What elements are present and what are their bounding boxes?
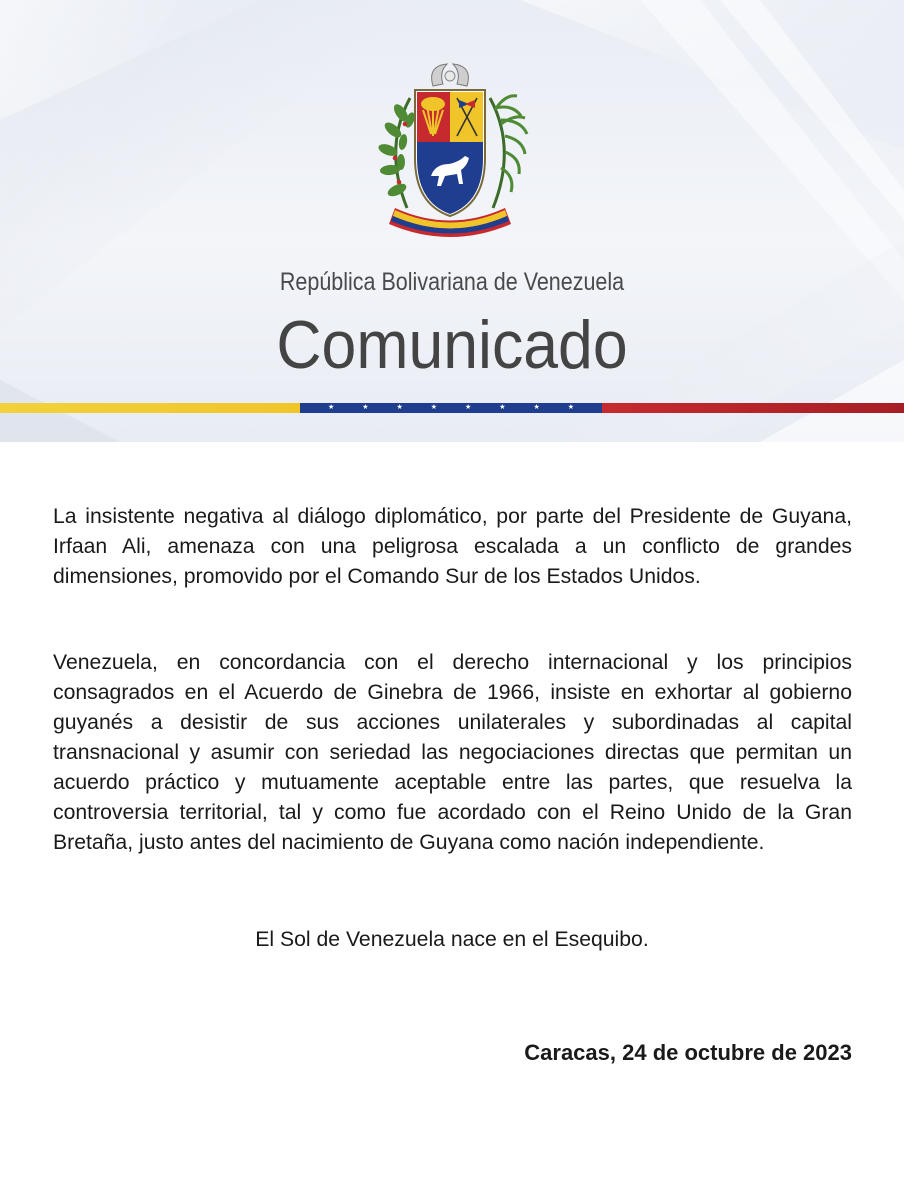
star-icon: ★	[396, 404, 403, 411]
motto-line: El Sol de Venezuela nace en el Esequibo.	[255, 928, 649, 951]
flag-stars	[300, 403, 602, 413]
header-banner	[0, 0, 904, 442]
coat-of-arms-emblem	[355, 58, 545, 248]
star-icon: ★	[327, 404, 335, 411]
body-paragraph-1: La insistente negativa al diálogo diplomático, por parte del Presidente de Guyana, Irfaan Ali, amenaza con una peligrosa escalada a un conflicto de grandes dimensiones, promovido por el Comando Sur de los Estados Unidos.	[53, 505, 852, 588]
flag-band-yellow	[0, 403, 300, 413]
page-title: Comunicado	[276, 307, 628, 383]
signature-date: Caracas, 24 de octubre de 2023	[524, 1040, 852, 1065]
flag-band-red	[602, 403, 904, 413]
star-icon: ★	[430, 404, 437, 411]
flag-color-band	[0, 403, 904, 413]
star-icon: ★	[464, 404, 472, 411]
star-icon: ★	[567, 404, 574, 411]
star-icon: ★	[362, 404, 369, 411]
star-icon: ★	[533, 404, 540, 411]
country-subtitle: República Bolivariana de Venezuela	[279, 268, 625, 296]
star-icon: ★	[499, 404, 506, 411]
body-paragraph-2: Venezuela, en concordancia con el derecho internacional y los principios consagrados en el Acuerdo de Ginebra de 1966, insiste en exhortar al gobierno guyanés a desistir de sus acciones unilaterales y subordinadas al capital transnacional y asumir con seriedad las negociaciones directas que permitan un acuerdo práctico y mutuamente aceptable entre las partes, que resuelva la controversia territorial, tal y como fue acordado con el Reino Unido de la Gran Bretaña, justo antes del nacimiento de Guyana como nación independiente.	[53, 651, 852, 854]
